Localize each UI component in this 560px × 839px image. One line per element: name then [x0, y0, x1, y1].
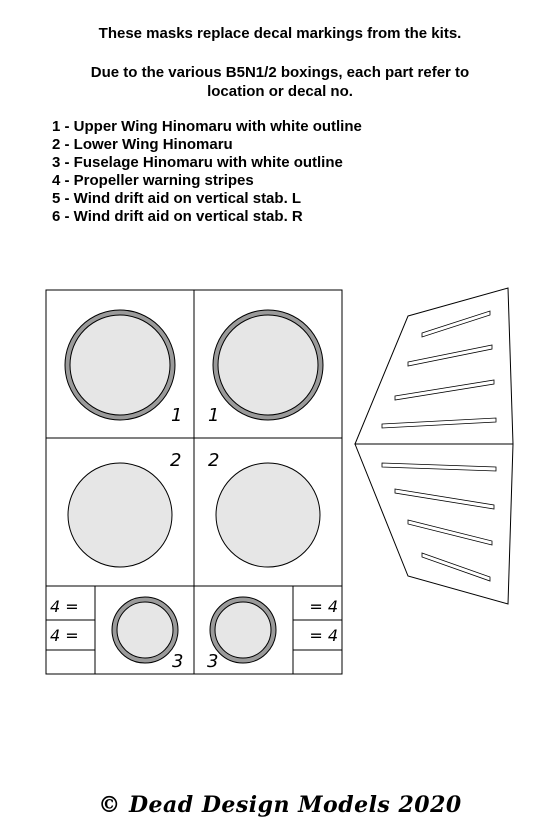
instruction-line-2: Due to the various B5N1/2 boxings, each part refer to location or decal no. — [90, 64, 470, 100]
upper-wing-hinomaru-right — [213, 310, 323, 420]
part-label-upper-right: 1 — [208, 405, 220, 426]
fuselage-hinomaru-left — [112, 597, 178, 663]
legend-item-6: 6 - Wind drift aid on vertical stab. R — [52, 208, 303, 225]
copyright-footer: © Dead Design Models 2020 — [98, 792, 462, 818]
lower-wing-hinomaru-left — [68, 463, 172, 567]
part-label-fuselage-right: 3 — [207, 651, 219, 672]
legend-item-3: 3 - Fuselage Hinomaru with white outline — [52, 154, 343, 171]
part-label-prop-right-top: = 4 — [309, 597, 338, 616]
part-label-lower-left: 2 — [170, 450, 182, 471]
part-label-upper-left: 1 — [171, 405, 183, 426]
legend-item-4: 4 - Propeller warning stripes — [52, 172, 254, 189]
legend-item-1: 1 - Upper Wing Hinomaru with white outline — [52, 118, 362, 135]
legend-item-5: 5 - Wind drift aid on vertical stab. L — [52, 190, 302, 207]
vertical-stab-mask — [355, 288, 513, 604]
part-label-prop-left-top: 4 = — [50, 597, 79, 616]
lower-wing-hinomaru-right — [216, 463, 320, 567]
instruction-line-1: These masks replace decal markings from the kits. — [98, 25, 462, 42]
upper-wing-hinomaru-left — [65, 310, 175, 420]
part-label-lower-right: 2 — [208, 450, 220, 471]
part-label-prop-left-bottom: 4 = — [50, 626, 79, 645]
fuselage-hinomaru-right — [210, 597, 276, 663]
legend-item-2: 2 - Lower Wing Hinomaru — [52, 136, 233, 153]
part-label-fuselage-left: 3 — [172, 651, 184, 672]
part-label-prop-right-bottom: = 4 — [309, 626, 338, 645]
